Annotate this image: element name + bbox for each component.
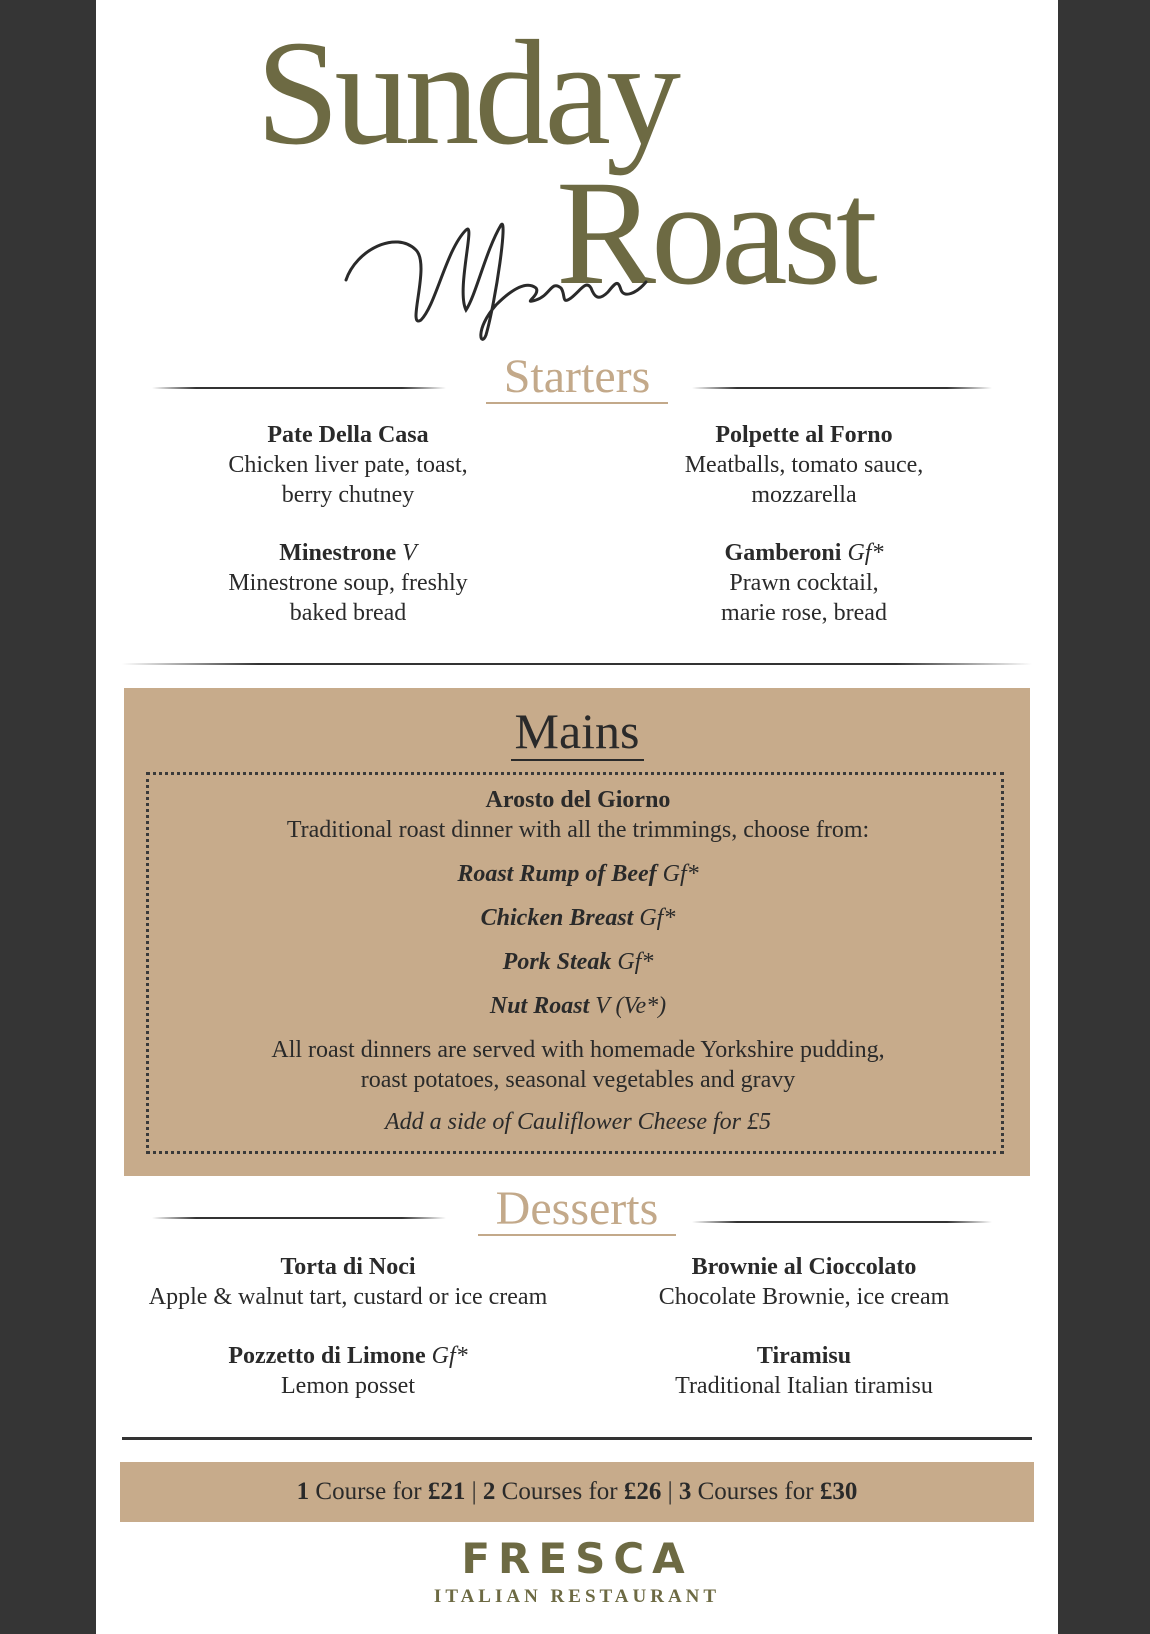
starter-item — [138, 420, 558, 510]
mains-section — [124, 688, 1030, 1176]
desserts-heading — [96, 1184, 1058, 1236]
course-count: 1 — [296, 1478, 310, 1505]
main-option-name: Chicken Breast — [480, 905, 634, 931]
starter-desc: Minestrone soup, freshly — [228, 570, 468, 596]
brand-subtitle: ITALIAN RESTAURANT — [433, 1586, 721, 1607]
brand-logo: FRESCA — [461, 1534, 693, 1583]
starters-bottom-rule — [122, 663, 1032, 665]
dessert-name: Brownie al Cioccolato — [691, 1254, 917, 1280]
starters-heading — [96, 352, 1058, 404]
main-option — [149, 991, 1007, 1021]
dessert-desc: Apple & walnut tart, custard or ice cream — [148, 1284, 548, 1310]
main-option-name: Pork Steak — [502, 949, 612, 975]
starter-desc: berry chutney — [281, 482, 415, 508]
dietary-tag: Gf* — [617, 949, 654, 975]
main-option-name: Roast Rump of Beef — [457, 861, 657, 887]
dessert-item — [118, 1252, 578, 1312]
starter-name: Minestrone — [279, 540, 397, 566]
starter-name: Gamberoni — [724, 540, 842, 566]
main-option — [149, 947, 1007, 977]
course-label: Courses for — [495, 1478, 624, 1505]
starter-item — [594, 538, 1014, 628]
dessert-desc: Chocolate Brownie, ice cream — [658, 1284, 950, 1310]
starter-desc: Chicken liver pate, toast, — [228, 452, 468, 478]
course-label: Courses for — [691, 1478, 820, 1505]
main-option-name: Nut Roast — [489, 993, 590, 1019]
course-count: 2 — [482, 1478, 496, 1505]
dietary-tag: V — [402, 540, 417, 566]
pricing-bar — [120, 1462, 1034, 1522]
starter-name: Pate Della Casa — [267, 422, 429, 448]
starter-name: Polpette al Forno — [715, 422, 893, 448]
starter-desc: mozzarella — [751, 482, 857, 508]
dessert-name: Torta di Noci — [280, 1254, 416, 1280]
course-price: £30 — [819, 1478, 858, 1505]
dietary-tag: Gf* — [639, 905, 676, 931]
course-count: 3 — [678, 1478, 692, 1505]
mains-served-note: All roast dinners are served with homemade Yorkshire pudding, — [271, 1037, 885, 1063]
desserts-heading-label: Desserts — [478, 1184, 677, 1236]
dessert-name: Tiramisu — [756, 1343, 852, 1369]
starter-desc: Meatballs, tomato sauce, — [684, 452, 924, 478]
price-separator: | — [667, 1478, 679, 1505]
main-option — [149, 903, 1007, 933]
mains-heading — [124, 702, 1030, 760]
main-option — [149, 859, 1007, 889]
starter-desc: marie rose, bread — [721, 600, 887, 626]
starters-heading-label: Starters — [486, 352, 669, 404]
starter-desc: Prawn cocktail, — [729, 570, 879, 596]
dietary-tag: Gf* — [662, 861, 699, 887]
dietary-tag: Gf* — [431, 1343, 468, 1369]
mains-heading-label: Mains — [511, 703, 644, 761]
dessert-item — [594, 1252, 1014, 1312]
script-menu-logo — [336, 210, 656, 350]
mains-name: Arosto del Giorno — [485, 787, 671, 813]
mains-side-note: Add a side of Cauliflower Cheese for £5 — [385, 1109, 771, 1135]
menu-page — [96, 0, 1058, 1634]
starter-desc: baked bread — [289, 600, 407, 626]
dessert-desc: Lemon posset — [281, 1373, 415, 1399]
course-price: £21 — [427, 1478, 466, 1505]
dessert-desc: Traditional Italian tiramisu — [675, 1373, 933, 1399]
course-label: Course for — [309, 1478, 428, 1505]
starter-item — [138, 538, 558, 628]
course-price: £26 — [623, 1478, 662, 1505]
dessert-item — [138, 1341, 558, 1401]
dietary-tag: Gf* — [847, 540, 884, 566]
dessert-item — [594, 1341, 1014, 1401]
title-sunday: Sunday — [256, 10, 676, 176]
desserts-bottom-rule — [122, 1437, 1032, 1440]
mains-intro: Traditional roast dinner with all the trimmings, choose from: — [286, 817, 870, 843]
mains-served-note: roast potatoes, seasonal vegetables and gravy — [360, 1067, 796, 1093]
dietary-tag: V (Ve*) — [595, 993, 667, 1019]
title-roast: Roast — [556, 150, 873, 316]
starter-item — [594, 420, 1014, 510]
mains-dotted-frame — [146, 772, 1004, 1154]
price-separator: | — [471, 1478, 483, 1505]
dessert-name: Pozzetto di Limone — [228, 1343, 426, 1369]
